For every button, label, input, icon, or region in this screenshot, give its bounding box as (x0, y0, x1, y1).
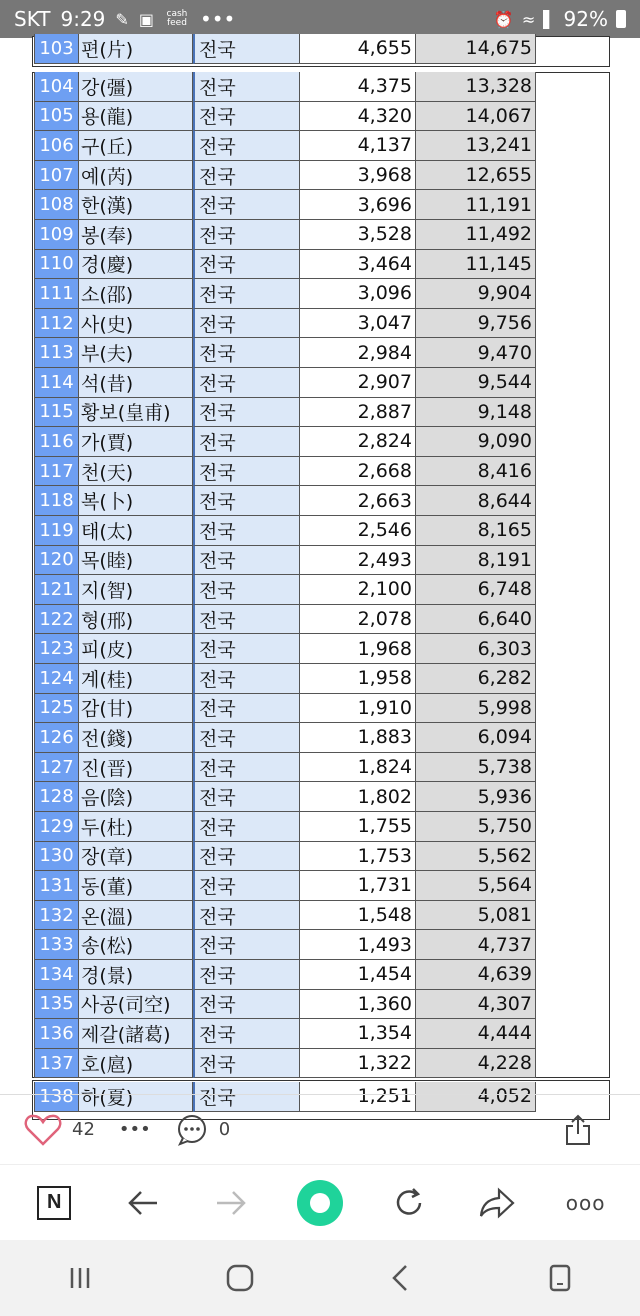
region-cell: 전국 (193, 457, 300, 487)
battery-icon (616, 10, 626, 28)
refresh-icon (392, 1186, 426, 1220)
region-cell: 전국 (193, 575, 300, 605)
population-cell: 8,191 (416, 546, 536, 576)
browser-menu-button[interactable] (556, 1173, 616, 1233)
home-icon (226, 1264, 254, 1292)
surname-cell: 두(杜) (79, 812, 193, 842)
population-cell: 9,090 (416, 427, 536, 457)
rank-number-cell: 137 (34, 1049, 79, 1079)
table-row (34, 279, 536, 309)
table-row (34, 546, 536, 576)
region-cell: 전국 (193, 486, 300, 516)
edit-notification-icon: ✎ (115, 9, 129, 29)
battery-percent: 92% (563, 7, 608, 31)
table-row (34, 102, 536, 132)
region-cell: 전국 (193, 960, 300, 990)
comment-icon (175, 1113, 209, 1147)
recent-apps-button[interactable] (50, 1248, 110, 1308)
surname-cell: 한(漢) (79, 190, 193, 220)
surname-cell: 계(桂) (79, 664, 193, 694)
table-row (34, 575, 536, 605)
rank-number-cell: 133 (34, 930, 79, 960)
population-cell: 4,444 (416, 1019, 536, 1049)
population-cell: 4,307 (416, 990, 536, 1020)
surname-cell: 호(扈) (79, 1049, 193, 1079)
population-cell: 14,067 (416, 102, 536, 132)
region-cell: 전국 (193, 694, 300, 724)
population-cell: 6,303 (416, 634, 536, 664)
households-cell: 4,137 (300, 131, 416, 161)
surname-cell: 진(晋) (79, 753, 193, 783)
rank-number-cell: 108 (34, 190, 79, 220)
population-cell: 5,998 (416, 694, 536, 724)
region-cell: 전국 (193, 930, 300, 960)
table-row (34, 427, 536, 457)
surname-cell: 경(景) (79, 960, 193, 990)
households-cell: 2,663 (300, 486, 416, 516)
rank-number-cell: 120 (34, 546, 79, 576)
population-cell: 6,640 (416, 605, 536, 635)
surname-cell: 예(芮) (79, 161, 193, 191)
surname-cell: 황보(皇甫) (79, 398, 193, 428)
households-cell: 1,493 (300, 930, 416, 960)
rank-number-cell: 121 (34, 575, 79, 605)
population-cell: 5,750 (416, 812, 536, 842)
table-row (34, 842, 536, 872)
send-button[interactable] (467, 1173, 527, 1233)
region-cell: 전국 (193, 398, 300, 428)
rank-number-cell: 107 (34, 161, 79, 191)
naver-n-icon: N (37, 1186, 71, 1220)
table-row (34, 220, 536, 250)
households-cell: 1,968 (300, 634, 416, 664)
more-notifications-icon: ••• (199, 7, 236, 31)
back-button[interactable] (113, 1173, 173, 1233)
surname-cell: 가(賈) (79, 427, 193, 457)
households-cell: 1,883 (300, 723, 416, 753)
rank-number-cell: 134 (34, 960, 79, 990)
region-cell: 전국 (193, 161, 300, 191)
households-cell: 4,375 (300, 72, 416, 102)
population-cell: 11,492 (416, 220, 536, 250)
households-cell: 1,958 (300, 664, 416, 694)
naver-home-button[interactable] (24, 1173, 84, 1233)
rank-number-cell: 128 (34, 782, 79, 812)
rank-number-cell: 130 (34, 842, 79, 872)
rank-number-cell: 106 (34, 131, 79, 161)
surname-cell: 편(片) (79, 34, 193, 64)
region-cell: 전국 (193, 102, 300, 132)
table-row (34, 338, 536, 368)
rank-number-cell: 119 (34, 516, 79, 546)
households-cell: 1,360 (300, 990, 416, 1020)
surname-cell: 강(彊) (79, 72, 193, 102)
region-cell: 전국 (193, 634, 300, 664)
rank-number-cell: 109 (34, 220, 79, 250)
share-icon (564, 1114, 592, 1146)
like-count: 42 (72, 1119, 95, 1140)
surname-cell: 감(甘) (79, 694, 193, 724)
population-cell: 4,639 (416, 960, 536, 990)
forward-button[interactable] (201, 1173, 261, 1233)
population-cell: 13,328 (416, 72, 536, 102)
region-cell: 전국 (193, 131, 300, 161)
table-row (34, 190, 536, 220)
table-row (34, 486, 536, 516)
surname-cell: 음(陰) (79, 782, 193, 812)
rank-number-cell: 131 (34, 871, 79, 901)
households-cell: 1,802 (300, 782, 416, 812)
rank-number-cell: 115 (34, 398, 79, 428)
region-cell: 전국 (193, 546, 300, 576)
households-cell: 2,907 (300, 368, 416, 398)
population-cell: 5,738 (416, 753, 536, 783)
surname-cell: 하(夏) (79, 1082, 193, 1112)
recent-apps-icon (68, 1266, 92, 1290)
population-cell: 4,737 (416, 930, 536, 960)
region-cell: 전국 (193, 190, 300, 220)
more-options-button[interactable] (119, 1119, 151, 1140)
rank-number-cell: 124 (34, 664, 79, 694)
surname-cell: 사(史) (79, 309, 193, 339)
table-row (34, 753, 536, 783)
population-cell: 9,544 (416, 368, 536, 398)
assistant-button[interactable] (530, 1248, 590, 1308)
surname-cell: 사공(司空) (79, 990, 193, 1020)
households-cell: 3,528 (300, 220, 416, 250)
population-cell: 5,564 (416, 871, 536, 901)
table-row (34, 930, 536, 960)
population-cell: 12,655 (416, 161, 536, 191)
heart-icon (24, 1114, 62, 1146)
households-cell: 2,887 (300, 398, 416, 428)
surname-cell: 제갈(諸葛) (79, 1019, 193, 1049)
households-cell: 3,968 (300, 161, 416, 191)
table-row (34, 131, 536, 161)
system-back-button[interactable] (370, 1248, 430, 1308)
table-row (34, 812, 536, 842)
population-cell: 5,562 (416, 842, 536, 872)
rank-number-cell: 103 (34, 34, 79, 64)
households-cell: 4,320 (300, 102, 416, 132)
rank-number-cell: 105 (34, 102, 79, 132)
region-cell: 전국 (193, 34, 300, 64)
households-cell: 2,078 (300, 605, 416, 635)
rank-number-cell: 135 (34, 990, 79, 1020)
region-cell: 전국 (193, 664, 300, 694)
table-row (34, 1049, 536, 1079)
carrier: SKT (14, 7, 51, 31)
population-cell: 9,756 (416, 309, 536, 339)
browser-toolbar (0, 1164, 640, 1240)
refresh-button[interactable] (379, 1173, 439, 1233)
region-cell: 전국 (193, 220, 300, 250)
share-button[interactable] (564, 1114, 592, 1146)
green-dot-icon (296, 1179, 344, 1227)
like-button[interactable] (24, 1114, 95, 1146)
households-cell: 2,100 (300, 575, 416, 605)
population-cell: 6,282 (416, 664, 536, 694)
population-cell: 5,936 (416, 782, 536, 812)
rank-number-cell: 114 (34, 368, 79, 398)
rank-number-cell: 116 (34, 427, 79, 457)
region-cell: 전국 (193, 605, 300, 635)
rank-number-cell: 125 (34, 694, 79, 724)
households-cell: 1,322 (300, 1049, 416, 1079)
table-row (34, 901, 536, 931)
households-cell: 1,755 (300, 812, 416, 842)
surname-cell: 봉(奉) (79, 220, 193, 250)
comment-button[interactable] (175, 1113, 230, 1147)
rank-number-cell: 136 (34, 1019, 79, 1049)
surname-cell: 부(夫) (79, 338, 193, 368)
population-cell: 14,675 (416, 34, 536, 64)
keyboard-toggle-icon (549, 1264, 571, 1292)
households-cell: 1,251 (300, 1082, 416, 1112)
population-cell: 11,145 (416, 250, 536, 280)
region-cell: 전국 (193, 842, 300, 872)
clock: 9:29 (60, 7, 106, 31)
region-cell: 전국 (193, 338, 300, 368)
population-cell: 9,148 (416, 398, 536, 428)
region-cell: 전국 (193, 427, 300, 457)
region-cell: 전국 (193, 72, 300, 102)
more-circles-icon: ooo (565, 1190, 606, 1215)
region-cell: 전국 (193, 1019, 300, 1049)
surname-cell: 형(邢) (79, 605, 193, 635)
rank-number-cell: 126 (34, 723, 79, 753)
households-cell: 1,454 (300, 960, 416, 990)
region-cell: 전국 (193, 901, 300, 931)
comment-count: 0 (218, 1119, 231, 1140)
region-cell: 전국 (193, 368, 300, 398)
table-row (34, 34, 536, 64)
households-cell: 3,047 (300, 309, 416, 339)
surname-cell: 지(智) (79, 575, 193, 605)
households-cell: 1,910 (300, 694, 416, 724)
surname-cell: 동(董) (79, 871, 193, 901)
rank-number-cell: 118 (34, 486, 79, 516)
population-cell: 4,052 (416, 1082, 536, 1112)
surname-cell: 석(昔) (79, 368, 193, 398)
region-cell: 전국 (193, 990, 300, 1020)
rank-number-cell: 110 (34, 250, 79, 280)
table-row (34, 1019, 536, 1049)
surname-cell: 전(錢) (79, 723, 193, 753)
surname-cell: 경(慶) (79, 250, 193, 280)
alarm-icon: ⏰ (493, 9, 514, 29)
table-row (34, 398, 536, 428)
table-row (34, 309, 536, 339)
table-row (34, 368, 536, 398)
surname-cell: 송(松) (79, 930, 193, 960)
households-cell: 1,824 (300, 753, 416, 783)
rank-number-cell: 113 (34, 338, 79, 368)
surname-cell: 복(卜) (79, 486, 193, 516)
households-cell: 2,493 (300, 546, 416, 576)
surname-cell: 장(章) (79, 842, 193, 872)
wifi-icon: ≈ (521, 9, 536, 29)
send-arrow-icon (479, 1188, 515, 1218)
surname-cell: 목(睦) (79, 546, 193, 576)
post-action-bar (0, 1094, 640, 1164)
households-cell: 3,696 (300, 190, 416, 220)
surname-cell: 소(邵) (79, 279, 193, 309)
households-cell: 2,668 (300, 457, 416, 487)
region-cell: 전국 (193, 753, 300, 783)
table-row (34, 990, 536, 1020)
rank-number-cell: 138 (34, 1082, 79, 1112)
rank-number-cell: 104 (34, 72, 79, 102)
households-cell: 2,984 (300, 338, 416, 368)
table-row (34, 960, 536, 990)
population-cell: 9,904 (416, 279, 536, 309)
households-cell: 1,731 (300, 871, 416, 901)
surname-cell: 피(皮) (79, 634, 193, 664)
population-cell: 13,241 (416, 131, 536, 161)
cashfeed-icon: cash feed (166, 9, 188, 28)
region-cell: 전국 (193, 1049, 300, 1079)
households-cell: 3,464 (300, 250, 416, 280)
households-cell: 1,548 (300, 901, 416, 931)
population-cell: 11,191 (416, 190, 536, 220)
status-bar (0, 0, 640, 38)
region-cell: 전국 (193, 1082, 300, 1112)
population-cell: 9,470 (416, 338, 536, 368)
rank-number-cell: 111 (34, 279, 79, 309)
region-cell: 전국 (193, 723, 300, 753)
table-row (34, 782, 536, 812)
table-row (34, 723, 536, 753)
surname-cell: 용(龍) (79, 102, 193, 132)
signal-icon: ▌ (543, 9, 556, 29)
population-cell: 6,748 (416, 575, 536, 605)
rank-number-cell: 112 (34, 309, 79, 339)
region-cell: 전국 (193, 309, 300, 339)
table-row (34, 664, 536, 694)
population-cell: 6,094 (416, 723, 536, 753)
households-cell: 3,096 (300, 279, 416, 309)
surname-cell: 천(天) (79, 457, 193, 487)
system-back-icon (390, 1264, 410, 1292)
households-cell: 1,753 (300, 842, 416, 872)
rank-number-cell: 129 (34, 812, 79, 842)
region-cell: 전국 (193, 782, 300, 812)
population-cell: 8,644 (416, 486, 536, 516)
surname-table[interactable] (0, 37, 640, 1109)
population-cell: 8,165 (416, 516, 536, 546)
home-button[interactable] (210, 1248, 270, 1308)
rank-number-cell: 117 (34, 457, 79, 487)
table-row (34, 516, 536, 546)
green-dot-button[interactable] (290, 1173, 350, 1233)
table-row (34, 250, 536, 280)
households-cell: 2,824 (300, 427, 416, 457)
surname-cell: 온(溫) (79, 901, 193, 931)
population-cell: 8,416 (416, 457, 536, 487)
population-cell: 4,228 (416, 1049, 536, 1079)
table-row (34, 72, 536, 102)
rank-number-cell: 132 (34, 901, 79, 931)
region-cell: 전국 (193, 812, 300, 842)
population-cell: 5,081 (416, 901, 536, 931)
back-arrow-icon (127, 1189, 159, 1217)
households-cell: 2,546 (300, 516, 416, 546)
table-row (34, 161, 536, 191)
rank-number-cell: 123 (34, 634, 79, 664)
system-navigation-bar (0, 1240, 640, 1316)
table-row (34, 694, 536, 724)
rank-number-cell: 122 (34, 605, 79, 635)
rank-number-cell: 127 (34, 753, 79, 783)
surname-cell: 태(太) (79, 516, 193, 546)
table-row (34, 634, 536, 664)
region-cell: 전국 (193, 250, 300, 280)
table-row (34, 605, 536, 635)
image-notification-icon: ▣ (138, 9, 154, 29)
region-cell: 전국 (193, 279, 300, 309)
region-cell: 전국 (193, 516, 300, 546)
table-row (34, 457, 536, 487)
region-cell: 전국 (193, 871, 300, 901)
forward-arrow-icon (215, 1189, 247, 1217)
households-cell: 1,354 (300, 1019, 416, 1049)
table-row (34, 871, 536, 901)
more-dots-icon: ••• (118, 1119, 151, 1140)
households-cell: 4,655 (300, 34, 416, 64)
surname-cell: 구(丘) (79, 131, 193, 161)
